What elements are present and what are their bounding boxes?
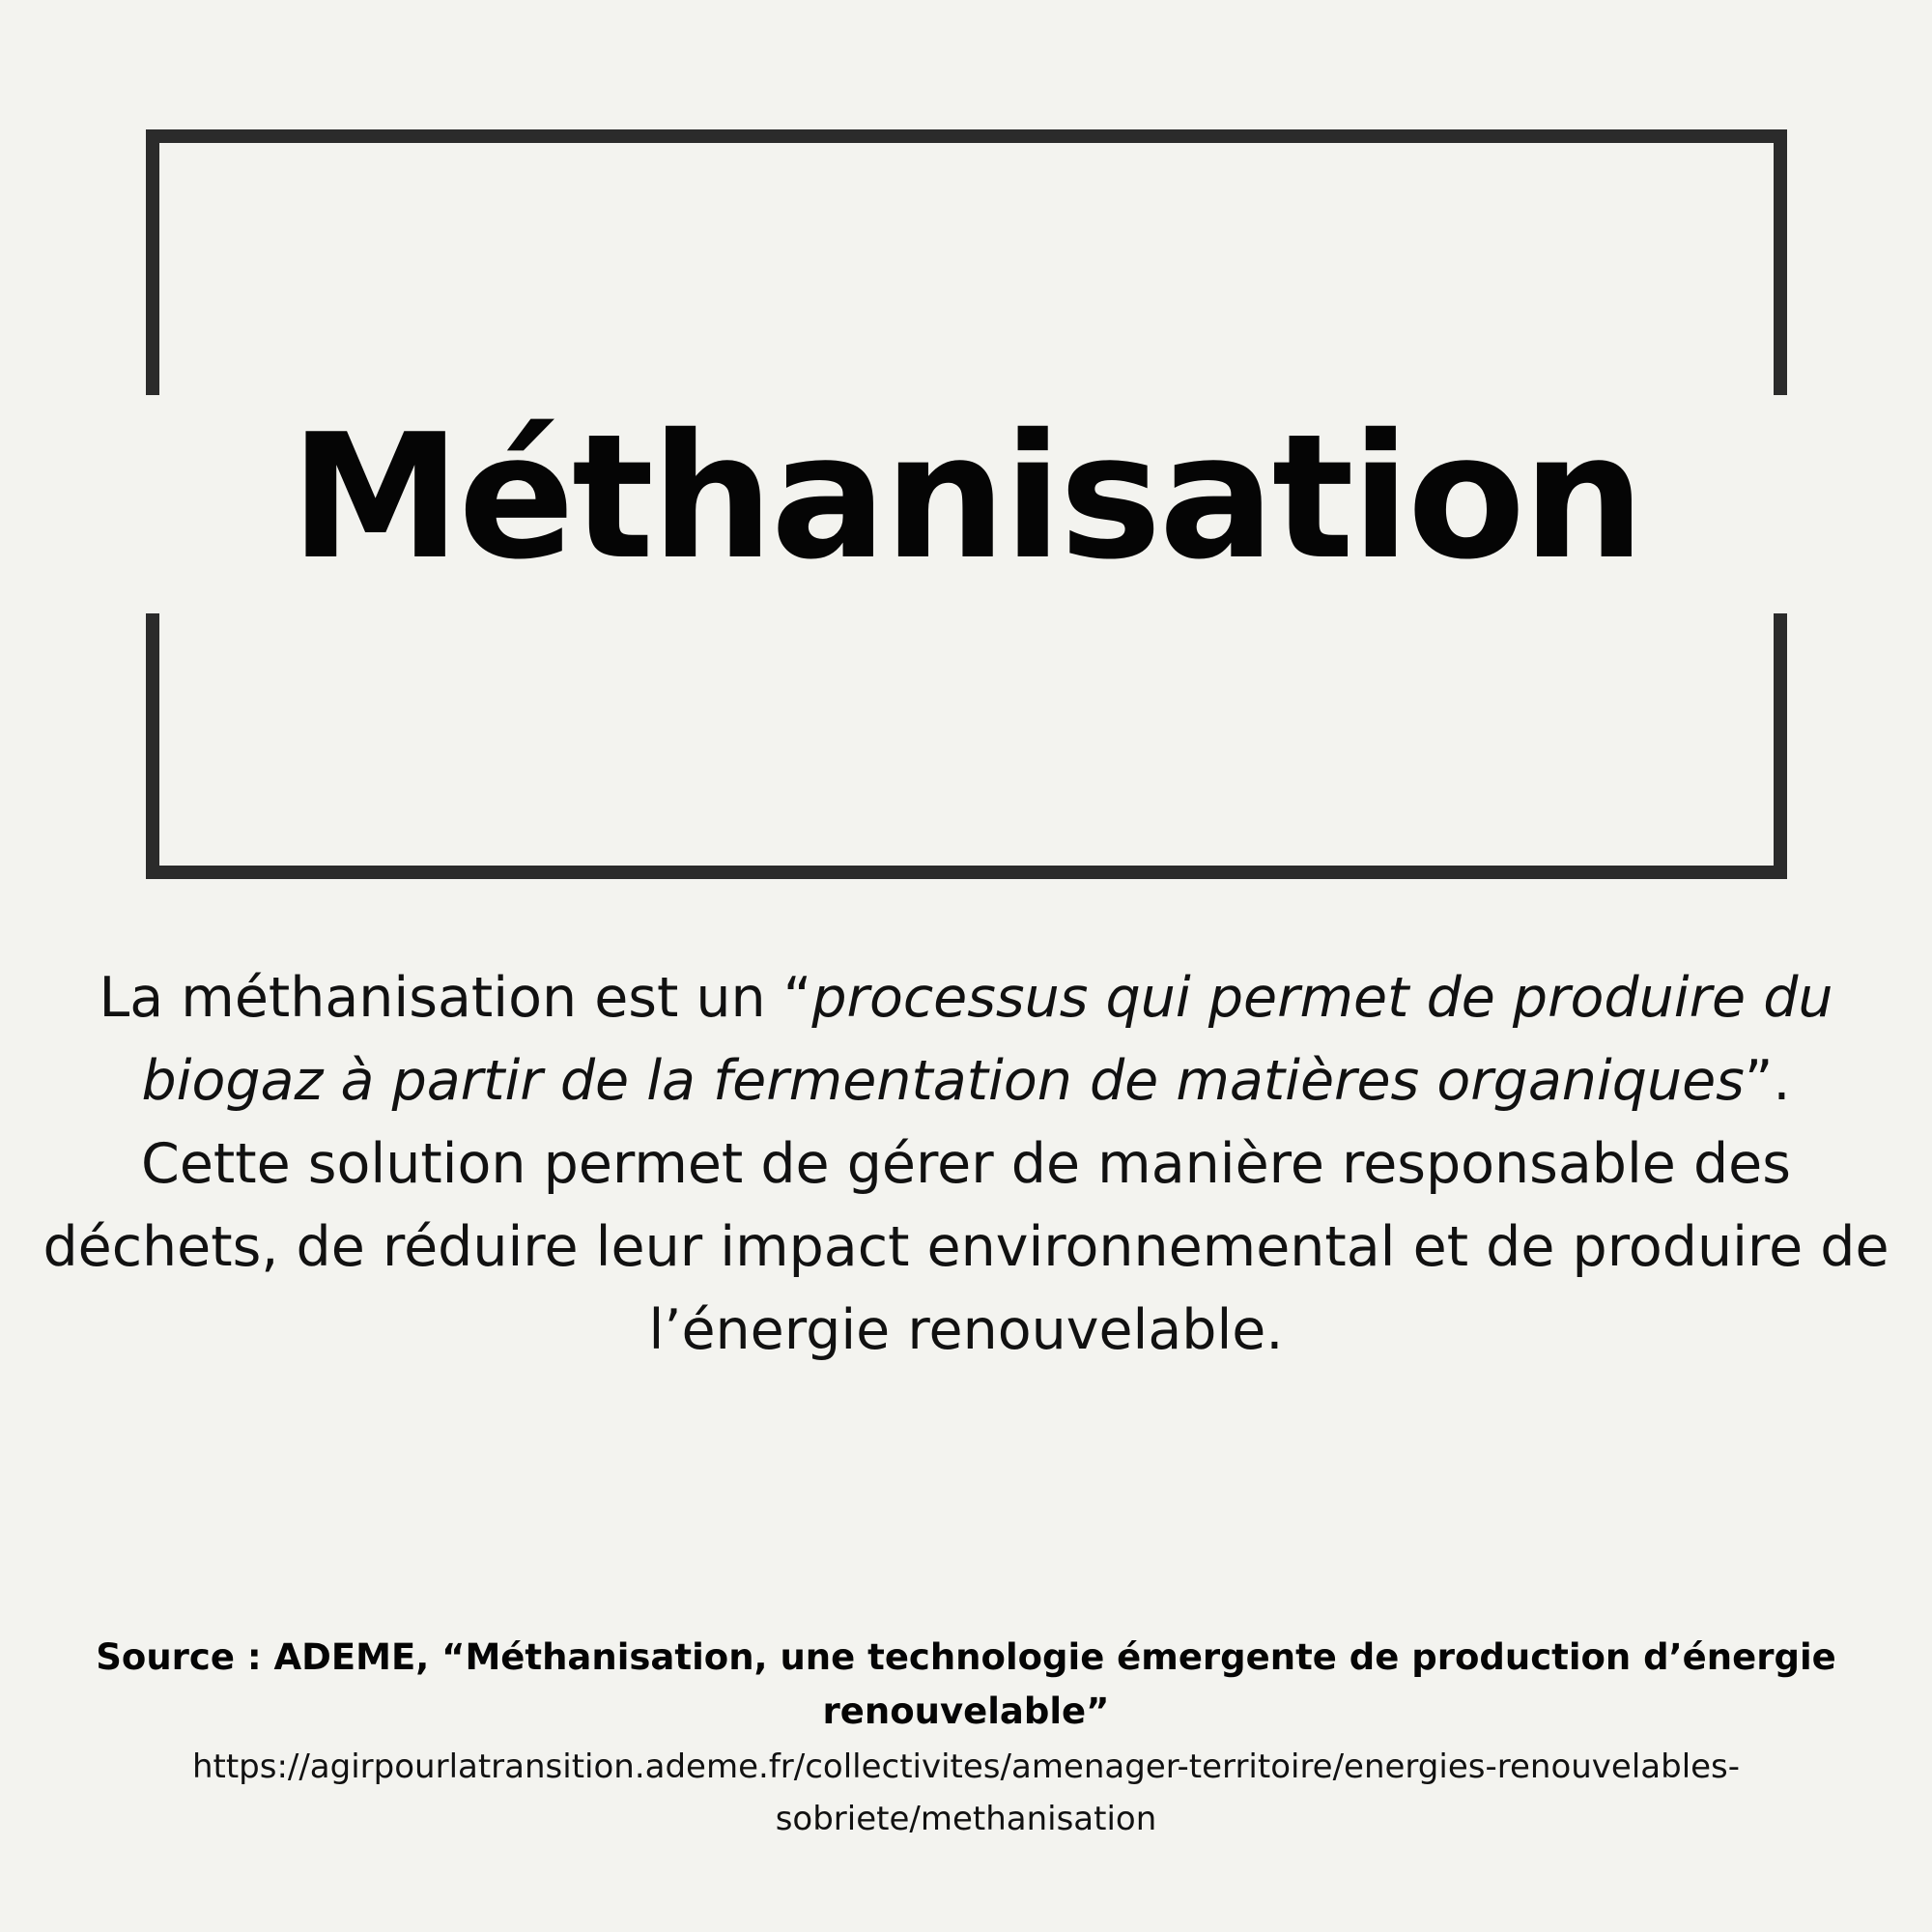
definition-paragraph [39,956,1893,1122]
definition-intro: La méthanisation est un “ [99,966,812,1030]
frame-left-lower-border [146,613,159,879]
definition-quote: processus qui permet de produire du biogaz à partir de la fermentation de matières organiques [141,966,1833,1113]
body-text [39,956,1893,1372]
source-citation: Source : ADEME, “Méthanisation, une technologie émergente de production d’énergie renouvelable” [96,1636,1836,1732]
frame-top-border [146,129,1787,143]
definition-suffix: ”. [1744,1049,1791,1113]
frame-right-upper-border [1774,129,1787,395]
source-url-line-2: sobriete/methanisation [775,1800,1157,1838]
frame-left-upper-border [146,129,159,395]
frame-bottom-border [146,866,1787,879]
source-url-line-1: https://agirpourlatransition.ademe.fr/collectivites/amenager-territoire/energies-renouvelables- [191,1747,1741,1786]
frame-right-lower-border [1774,613,1787,879]
page-title: Méthanisation [290,397,1642,597]
source-url [39,1741,1893,1845]
benefits-paragraph: Cette solution permet de gérer de manière responsable des déchets, de réduire leur impact environnemental et de produire de l’énergie renouvelable. [43,1132,1889,1362]
